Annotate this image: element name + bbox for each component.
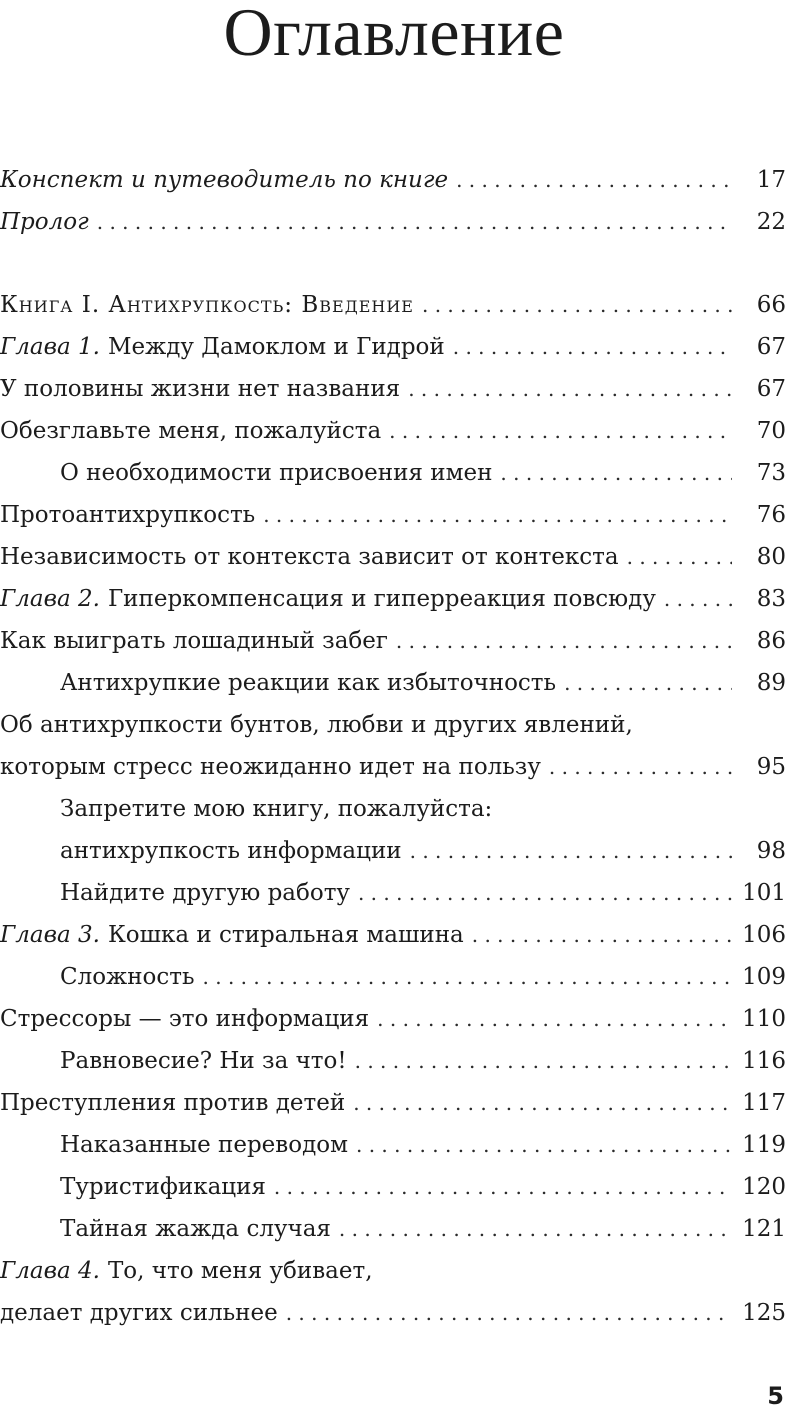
toc-entry[interactable] — [0, 452, 788, 494]
toc-entry[interactable] — [0, 201, 788, 243]
entry-text: Запретите мою книгу, пожалуйста: — [60, 796, 493, 822]
toc-page-number: 125 — [742, 1300, 786, 1326]
dot-leader — [456, 159, 732, 201]
entry-text: которым стресс неожиданно идет на пользу — [0, 754, 541, 780]
dot-leader — [286, 1292, 732, 1334]
entry-text: Туристификация — [60, 1174, 266, 1200]
toc-entry[interactable] — [0, 1082, 788, 1124]
toc-entry[interactable] — [0, 536, 788, 578]
toc-entry-title — [0, 956, 195, 998]
entry-text: антихрупкость информации — [60, 838, 402, 864]
dot-leader — [564, 662, 732, 704]
toc-entry-title — [0, 830, 402, 872]
toc-page-number: 70 — [756, 418, 786, 444]
toc-entry[interactable] — [0, 788, 788, 830]
toc-entry-title — [0, 284, 414, 326]
entry-text: То, что меня убивает, — [107, 1258, 373, 1284]
toc-page-number: 89 — [756, 670, 786, 696]
toc-entry-title — [0, 1208, 331, 1250]
toc-entry-title — [0, 368, 400, 410]
toc-page-number: 66 — [756, 292, 786, 318]
toc-entry-title — [0, 536, 619, 578]
toc-entry-title — [0, 326, 445, 368]
toc-page-number: 86 — [756, 628, 786, 654]
toc-entry-title — [0, 1250, 373, 1292]
entry-text: Конспект и путеводитель по книге — [0, 167, 449, 193]
dot-leader — [356, 1124, 732, 1166]
page-title: Оглавление — [223, 0, 565, 70]
toc-entry[interactable] — [0, 620, 788, 662]
toc-entry[interactable] — [0, 1124, 788, 1166]
dot-leader — [396, 620, 732, 662]
toc-page-number: 117 — [742, 1090, 786, 1116]
entry-text: Гиперкомпенсация и гиперреакция повсюду — [107, 586, 656, 612]
entry-text: делает других сильнее — [0, 1300, 278, 1326]
entry-text: Протоантихрупкость — [0, 502, 256, 528]
entry-text: Обезглавьте меня, пожалуйста — [0, 418, 382, 444]
dot-leader — [263, 494, 732, 536]
entry-text: О необходимости присвоения имен — [60, 460, 493, 486]
toc-entry[interactable] — [0, 914, 788, 956]
toc-entry[interactable] — [0, 1292, 788, 1334]
entry-text: Сложность — [60, 964, 195, 990]
entry-text: Преступления против детей — [0, 1090, 346, 1116]
toc-page-number: 116 — [742, 1048, 786, 1074]
entry-text: Об антихрупкости бунтов, любви и других явлений, — [0, 712, 633, 738]
toc-page-number: 22 — [756, 209, 786, 235]
toc-entry-title — [0, 578, 656, 620]
dot-leader — [353, 1082, 732, 1124]
toc-entry[interactable] — [0, 410, 788, 452]
toc-entry-title — [0, 1292, 278, 1334]
toc-entry[interactable] — [0, 662, 788, 704]
toc-entry[interactable] — [0, 998, 788, 1040]
dot-leader — [472, 914, 732, 956]
entry-text: Книга I. Антихрупкость: Введение — [0, 292, 414, 318]
toc-page-number: 73 — [756, 460, 786, 486]
toc-page-number: 109 — [742, 964, 786, 990]
toc-page-number: 119 — [742, 1132, 786, 1158]
dot-leader — [339, 1208, 732, 1250]
toc-entry[interactable] — [0, 578, 788, 620]
toc-entry[interactable] — [0, 494, 788, 536]
toc-entry[interactable] — [0, 704, 788, 746]
entry-text: Антихрупкие реакции как избыточность — [60, 670, 557, 696]
toc-entry[interactable] — [0, 368, 788, 410]
chapter-label: Глава 4. — [0, 1258, 100, 1284]
dot-leader — [549, 746, 732, 788]
dot-leader — [422, 284, 732, 326]
toc-entry-title — [0, 159, 448, 201]
toc-page-number: 76 — [756, 502, 786, 528]
toc-entry-title — [0, 201, 89, 243]
toc-entry[interactable] — [0, 284, 788, 326]
dot-leader — [97, 201, 732, 243]
toc-entry-title — [0, 1082, 345, 1124]
toc-entry[interactable] — [0, 1208, 788, 1250]
toc-entry-title — [0, 494, 255, 536]
toc-entry-title — [0, 788, 492, 830]
chapter-label: Глава 1. — [0, 334, 100, 360]
toc-entry-title — [0, 410, 381, 452]
page-number: 5 — [767, 1382, 784, 1410]
toc-page-number: 110 — [742, 1006, 786, 1032]
toc-entry[interactable] — [0, 956, 788, 998]
toc-entry-title — [0, 746, 541, 788]
toc-page-number: 106 — [742, 922, 786, 948]
toc-entry[interactable] — [0, 830, 788, 872]
entry-text: Стрессоры — это информация — [0, 1006, 370, 1032]
entry-text: У половины жизни нет названия — [0, 376, 401, 402]
entry-text: Независимость от контекста зависит от контекста — [0, 544, 619, 570]
toc-entry-title — [0, 662, 556, 704]
entry-text: Пролог — [0, 209, 89, 235]
dot-leader — [355, 1040, 732, 1082]
chapter-label: Глава 3. — [0, 922, 100, 948]
toc-entry-title — [0, 1166, 266, 1208]
toc-entry-title — [0, 452, 492, 494]
toc-page-number: 120 — [742, 1174, 786, 1200]
entry-text: Между Дамоклом и Гидрой — [107, 334, 445, 360]
dot-leader — [453, 326, 732, 368]
entry-text: Кошка и стиральная машина — [107, 922, 464, 948]
toc-entry[interactable] — [0, 872, 788, 914]
entry-text: Найдите другую работу — [60, 880, 350, 906]
toc-entry[interactable] — [0, 1040, 788, 1082]
entry-text: Тайная жажда случая — [60, 1216, 331, 1242]
toc-page-number: 121 — [742, 1216, 786, 1242]
toc-page-number: 95 — [756, 754, 786, 780]
dot-leader — [410, 830, 732, 872]
toc-page-number: 80 — [756, 544, 786, 570]
dot-leader — [408, 368, 732, 410]
entry-text: Равновесие? Ни за что! — [60, 1048, 347, 1074]
toc-page-number: 98 — [756, 838, 786, 864]
dot-leader — [627, 536, 732, 578]
toc-page-number: 67 — [756, 334, 786, 360]
toc-entry-title — [0, 914, 464, 956]
dot-leader — [274, 1166, 732, 1208]
toc-entry[interactable] — [0, 746, 788, 788]
toc-page-number: 17 — [756, 167, 786, 193]
toc-entry[interactable] — [0, 326, 788, 368]
toc-entry-title — [0, 998, 369, 1040]
toc-entry[interactable] — [0, 1250, 788, 1292]
toc-page-number: 101 — [742, 880, 786, 906]
dot-leader — [500, 452, 732, 494]
chapter-label: Глава 2. — [0, 586, 100, 612]
toc-entry-title — [0, 704, 633, 746]
toc-entry-title — [0, 1040, 347, 1082]
dot-leader — [358, 872, 732, 914]
entry-text: Наказанные переводом — [60, 1132, 348, 1158]
toc-entry[interactable] — [0, 1166, 788, 1208]
entry-text: Как выиграть лошадиный забег — [0, 628, 388, 654]
dot-leader — [203, 956, 732, 998]
toc-entry-title — [0, 620, 388, 662]
toc-entry-title — [0, 872, 350, 914]
dot-leader — [377, 998, 732, 1040]
toc-page-number: 67 — [756, 376, 786, 402]
toc-entry-title — [0, 1124, 348, 1166]
toc-page-number: 83 — [756, 586, 786, 612]
dot-leader — [664, 578, 732, 620]
toc-entry[interactable] — [0, 159, 788, 201]
dot-leader — [389, 410, 732, 452]
